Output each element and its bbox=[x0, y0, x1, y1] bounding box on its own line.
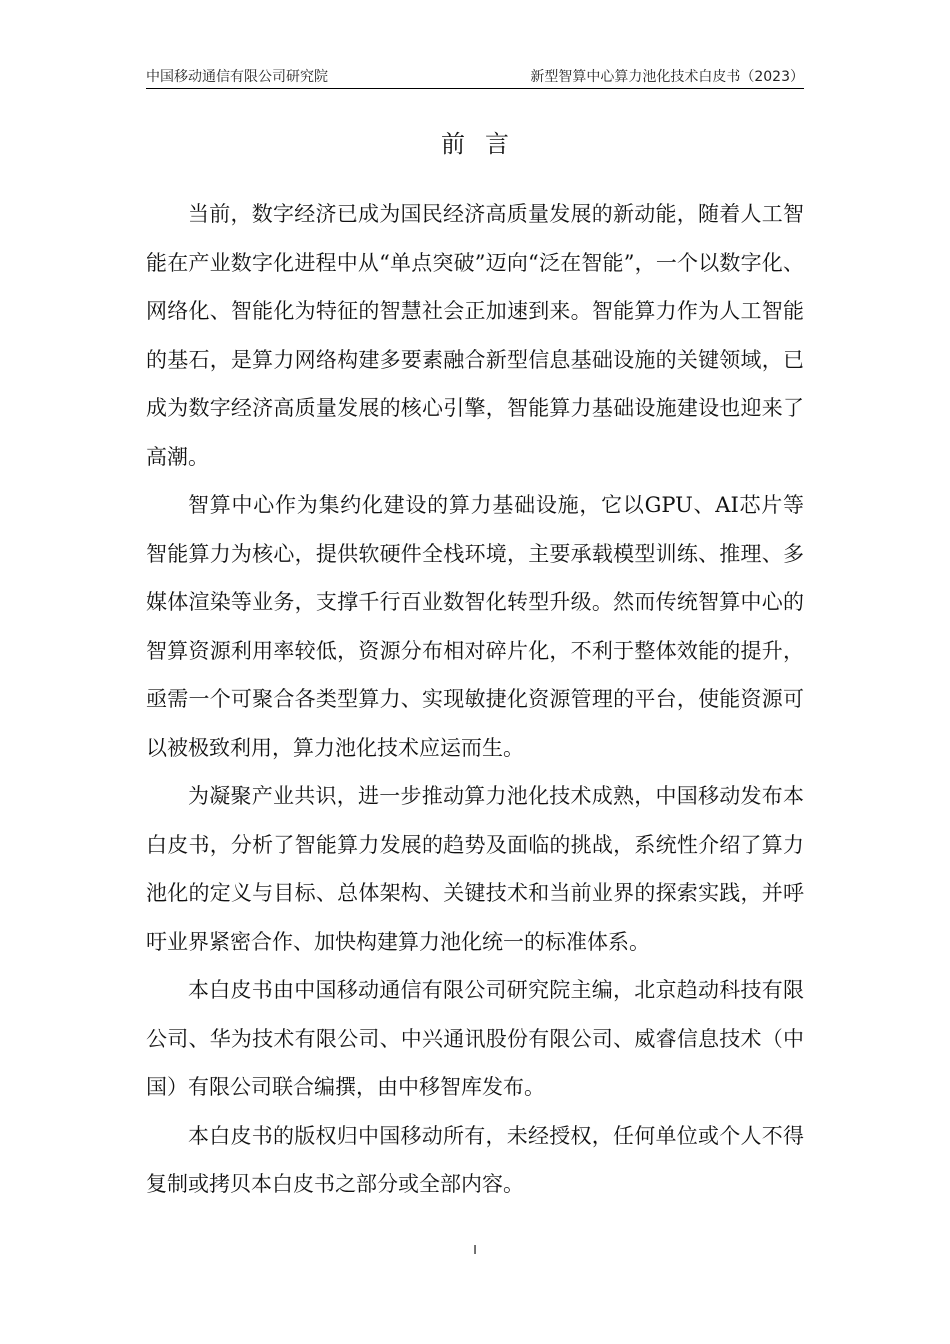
paragraph-2: 智算中心作为集约化建设的算力基础设施，它以GPU、AI芯片等智能算力为核心，提供软硬件全栈环境，主要承载模型训练、推理、多媒体渲染等业务，支撑千行百业数智化转型升级。然而传统智算中心的智算资源利用率较低，资源分布相对碎片化，不利于整体效能的提升，亟需一个可聚合各类型算力、实现敏捷化资源管理的平台，使能资源可以被极致利用，算力池化技术应运而生。 bbox=[146, 493, 804, 760]
header-document-title: 新型智算中心算力池化技术白皮书（2023） bbox=[530, 69, 804, 85]
page-title: 前言 bbox=[441, 130, 529, 158]
page-number: I bbox=[473, 1243, 477, 1257]
paragraph-5: 本白皮书的版权归中国移动所有，未经授权，任何单位或个人不得复制或拷贝本白皮书之部分或全部内容。 bbox=[146, 1123, 804, 1196]
paragraph-4: 本白皮书由中国移动通信有限公司研究院主编，北京趋动科技有限公司、华为技术有限公司、中兴通讯股份有限公司、威睿信息技术（中国）有限公司联合编撰，由中移智库发布。 bbox=[146, 978, 804, 1099]
body-text bbox=[146, 190, 804, 1209]
paragraph-3: 为凝聚产业共识，进一步推动算力池化技术成熟，中国移动发布本白皮书，分析了智能算力发展的趋势及面临的挑战，系统性介绍了算力池化的定义与目标、总体架构、关键技术和当前业界的探索实践，并呼吁业界紧密合作、加快构建算力池化统一的标准体系。 bbox=[146, 784, 804, 954]
paragraph-1: 当前，数字经济已成为国民经济高质量发展的新动能，随着人工智能在产业数字化进程中从“单点突破”迈向“泛在智能”，一个以数字化、网络化、智能化为特征的智慧社会正加速到来。智能算力作为人工智能的基石，是算力网络构建多要素融合新型信息基础设施的关键领域，已成为数字经济高质量发展的核心引擎，智能算力基础设施建设也迎来了高潮。 bbox=[146, 202, 804, 469]
page-header bbox=[146, 64, 804, 89]
header-organization: 中国移动通信有限公司研究院 bbox=[146, 69, 328, 85]
